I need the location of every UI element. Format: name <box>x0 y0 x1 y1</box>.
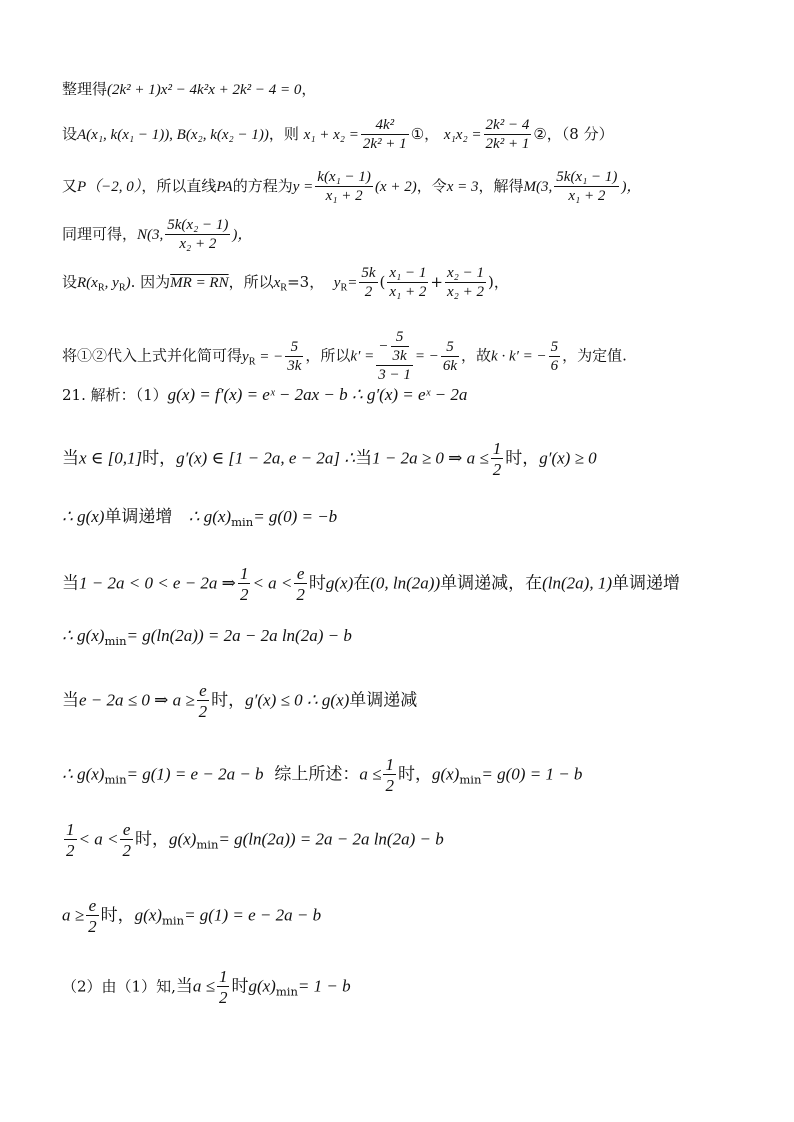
y-lhs: y = <box>292 179 314 195</box>
text: ，则 <box>268 125 299 143</box>
line-6: 将①②代入上式并化简可得$y_R$ = − $\frac{5}{3k}$ ，所以k′ = − $\frac{5}{3k}$ 3 − 1 = − $\frac{5}{6k}$ ，故k · k′ = − $\frac{5}{6}$ ，为定值. <box>62 329 627 383</box>
numerator: x₂ − 1 <box>446 265 484 281</box>
text: 综上所述： <box>274 764 360 785</box>
text: 设 <box>62 273 78 291</box>
text: ， <box>301 80 317 98</box>
fraction <box>484 118 532 152</box>
numerator: 5 <box>550 338 559 355</box>
text: 将①②代入上式并化简可得 <box>62 346 243 365</box>
text: 同理可得， <box>62 225 138 243</box>
numerator: e <box>86 897 99 916</box>
text: 时 <box>308 573 326 594</box>
equation: g′(x) ∈ [1 − 2a, e − 2a] ∴ <box>176 448 356 468</box>
equation: g′(x) ≤ 0 ∴ g(x) <box>245 690 350 710</box>
text: 21. 解析：（1） <box>62 386 168 404</box>
fraction <box>120 821 133 859</box>
text: 当 <box>355 448 373 469</box>
text: 单调递减 <box>349 690 418 711</box>
text: 当 <box>62 448 79 469</box>
text: 单调递增 <box>104 507 173 527</box>
fraction <box>294 565 307 603</box>
denominator: 6k <box>442 357 458 374</box>
prod-lhs: x₁x₂ = <box>443 127 482 143</box>
fraction <box>285 340 303 374</box>
denominator: x₁ + 2 <box>325 188 363 204</box>
text: 单调递减，在 <box>440 573 543 594</box>
text: )， <box>232 227 253 243</box>
text: 时， <box>142 448 177 469</box>
fraction <box>491 440 504 478</box>
equation: g(x) <box>248 976 276 996</box>
product: k · k′ = − <box>491 348 547 365</box>
interval: (ln(2a), 1) <box>542 573 613 593</box>
line-5: 设$R(x_R$, $y_R$). 因为MR = RN，所以$x_R=3$， $y_R=$ $\frac{5k}{2}$ ( $\frac{\text{x₁ − 1}}{\text{x₁ + 2}}$ + $\frac{\text{x₂ − 1}}{\text{x₂ + 2}}$ )， <box>62 265 509 300</box>
point-n: N(3, <box>137 227 164 243</box>
line-7 <box>62 386 467 404</box>
factor: (x + 2) <box>374 179 417 195</box>
text: 时， <box>397 764 432 785</box>
equation: = g(ln(2a)) = 2a − 2a ln(2a) − b <box>218 829 444 849</box>
subscript: min <box>104 772 127 787</box>
equation: = g(ln(2a)) = 2a − 2a ln(2a) − b <box>126 626 352 645</box>
vector-equation: MR = RN <box>170 275 229 291</box>
subscript: min <box>459 772 482 787</box>
denominator: 2 <box>66 841 75 860</box>
denominator: 2k² + 1 <box>362 136 407 152</box>
subscript: min <box>275 984 298 999</box>
compound-fraction <box>376 330 413 383</box>
fraction <box>445 266 486 300</box>
fraction <box>217 968 230 1006</box>
denominator: 3k <box>392 348 407 364</box>
text: =3， <box>287 273 325 291</box>
denominator: 2 <box>239 585 249 604</box>
fraction <box>64 821 77 859</box>
fraction <box>361 118 409 152</box>
numerator: 1 <box>66 820 75 839</box>
sum-lhs: x₁ + x₂ = <box>303 127 359 143</box>
equation: = 1 − b <box>297 976 351 996</box>
text: ①， <box>410 125 440 143</box>
equation: ∴ g(x) <box>62 507 105 526</box>
equation: g(x) <box>431 764 460 784</box>
text: ，解得 <box>478 177 524 195</box>
denominator: 3 − 1 <box>378 367 411 383</box>
text: )， <box>487 273 509 291</box>
equation: ∴ g(x) <box>62 626 105 645</box>
text: ，令 <box>416 177 447 195</box>
line-8 <box>62 440 597 478</box>
denominator: x₂ + 2 <box>446 284 484 300</box>
fraction <box>391 330 409 364</box>
equation: ∴ g(x) <box>62 764 105 784</box>
denominator: 2 <box>88 917 97 936</box>
numerator: 5k(x₁ − 1) <box>556 169 618 185</box>
equation: = g(0) = 1 − b <box>481 764 583 784</box>
line-pa: PA <box>216 179 233 195</box>
denominator: x₂ + 2 <box>179 236 217 252</box>
fraction <box>387 266 428 300</box>
equation: < a < <box>78 829 119 849</box>
text: 单调递增 <box>612 573 681 594</box>
equation: g(x) = f′(x) = eˣ − 2ax − b ∴ g′(x) = eˣ − 2a <box>167 385 468 404</box>
text: ，为定值. <box>562 346 627 365</box>
text: 又 <box>62 177 78 195</box>
text: 时， <box>100 905 135 926</box>
equation: a ≤ <box>192 976 215 996</box>
interval: (0, ln(2a)) <box>370 573 441 593</box>
numerator: 5 <box>441 340 459 357</box>
text: ，所以直线 <box>141 177 217 195</box>
line-1 <box>62 82 316 98</box>
text: ，故 <box>461 346 492 365</box>
numerator: k(x₁ − 1) <box>317 169 371 185</box>
equation: a ≤ <box>359 764 382 784</box>
subscript: min <box>196 837 219 852</box>
subscript: min <box>161 913 185 928</box>
numerator: 2k² − 4 <box>485 117 530 133</box>
text: 当 <box>62 690 79 711</box>
line-3 <box>62 170 641 204</box>
fraction <box>165 218 230 252</box>
point-p: P（−2, 0） <box>77 179 142 195</box>
text: . 因为 <box>130 273 171 291</box>
numerator: e <box>120 821 133 840</box>
denominator: 2 <box>218 988 228 1007</box>
fraction <box>238 565 251 603</box>
text: 的方程为 <box>232 177 293 195</box>
text: ，所以 <box>228 273 274 291</box>
equation: = g(1) = e − 2a − b <box>126 764 264 784</box>
denominator: 2 <box>364 284 373 300</box>
equation: ∴ g(x) <box>188 507 232 526</box>
subscript: min <box>104 634 127 649</box>
point-r: $R(x_R$, $y_R$) <box>77 275 131 294</box>
text: 时， <box>211 690 246 711</box>
text: 设 <box>62 125 78 143</box>
line-11 <box>62 627 352 648</box>
numerator: 1 <box>218 967 228 986</box>
numerator: 1 <box>239 564 249 583</box>
points-ab: A(x₁, k(x₁ − 1)), B(x₂, k(x₂ − 1)) <box>77 127 269 143</box>
subscript: min <box>231 515 254 530</box>
denominator: 2 <box>385 776 394 795</box>
denominator: x₁ + 2 <box>568 188 606 204</box>
text: ②，（8 分） <box>533 125 614 143</box>
line-16 <box>62 968 351 1006</box>
denominator: 6 <box>550 357 559 374</box>
text: 时 <box>231 976 249 997</box>
text: 当 <box>62 573 79 594</box>
equation: 1 − 2a < 0 < e − 2a ⇒ <box>79 573 236 593</box>
numerator: 5k <box>361 265 376 281</box>
point-m: M(3, <box>523 179 553 195</box>
line-10 <box>62 565 680 603</box>
equation: g′(x) ≥ 0 <box>539 448 597 468</box>
line-2 <box>62 118 614 152</box>
line-13 <box>62 756 582 794</box>
fraction <box>549 340 561 374</box>
yr: $y_R$ <box>333 275 348 294</box>
text: 时， <box>134 829 169 850</box>
equation: g(x) <box>168 829 197 849</box>
text: ，所以 <box>305 346 351 365</box>
equation: = g(0) = −b <box>253 507 338 526</box>
text: )， <box>621 179 642 195</box>
numerator: 1 <box>385 755 394 774</box>
denominator: 3k <box>287 357 302 374</box>
equation: < a < <box>252 573 293 593</box>
text: 时， <box>505 448 540 469</box>
substitution: x = 3 <box>446 179 479 195</box>
numerator: 5k(x₂ − 1) <box>167 217 229 233</box>
fraction <box>86 897 99 935</box>
numerator: 4k² <box>361 118 409 135</box>
equation: g(x) <box>325 573 354 593</box>
text: 当 <box>175 976 193 997</box>
text: R(x <box>77 275 98 291</box>
numerator: 5 <box>391 330 409 347</box>
yr: $y_R$ = − <box>242 348 284 368</box>
equation: a ≥ <box>62 905 85 925</box>
equation: (2k² + 1)x² − 4k²x + 2k² − 4 = 0 <box>107 82 302 98</box>
numerator: 1 <box>492 439 502 458</box>
equation: e − 2a ≤ 0 ⇒ a ≥ <box>79 690 195 710</box>
numerator: 5 <box>285 340 303 357</box>
text: （2）由（1）知, <box>62 977 176 996</box>
equation: = g(1) = e − 2a − b <box>184 905 322 925</box>
fraction <box>383 756 396 794</box>
denominator: 2 <box>198 702 208 721</box>
numerator: e <box>197 682 210 701</box>
numerator: x₁ − 1 <box>389 265 427 281</box>
denominator: x₁ + 2 <box>389 284 427 300</box>
fraction <box>554 170 619 204</box>
fraction <box>441 340 459 374</box>
line-15 <box>62 897 321 935</box>
k-prime: k′ = <box>350 348 375 365</box>
line-14 <box>62 821 444 859</box>
line-9 <box>62 508 337 529</box>
text: 在 <box>353 573 371 594</box>
equation: 1 − 2a ≥ 0 ⇒ a ≤ <box>372 448 489 468</box>
denominator: 2 <box>492 460 502 479</box>
xr: $x_R$ <box>273 275 288 294</box>
fraction <box>315 170 373 204</box>
denominator: 2 <box>122 841 131 860</box>
line-4 <box>62 218 252 252</box>
equation: g(x) <box>134 905 162 925</box>
text: 整理得 <box>62 80 108 98</box>
denominator: 2k² + 1 <box>485 136 530 152</box>
numerator: − $\frac{5}{3k}$ <box>376 330 413 366</box>
equation: x ∈ [0,1] <box>79 448 143 468</box>
fraction <box>197 682 210 720</box>
line-12 <box>62 682 417 720</box>
fraction <box>359 266 377 300</box>
text: = <box>347 275 358 291</box>
numerator: e <box>294 565 307 584</box>
denominator: 2 <box>296 585 305 604</box>
